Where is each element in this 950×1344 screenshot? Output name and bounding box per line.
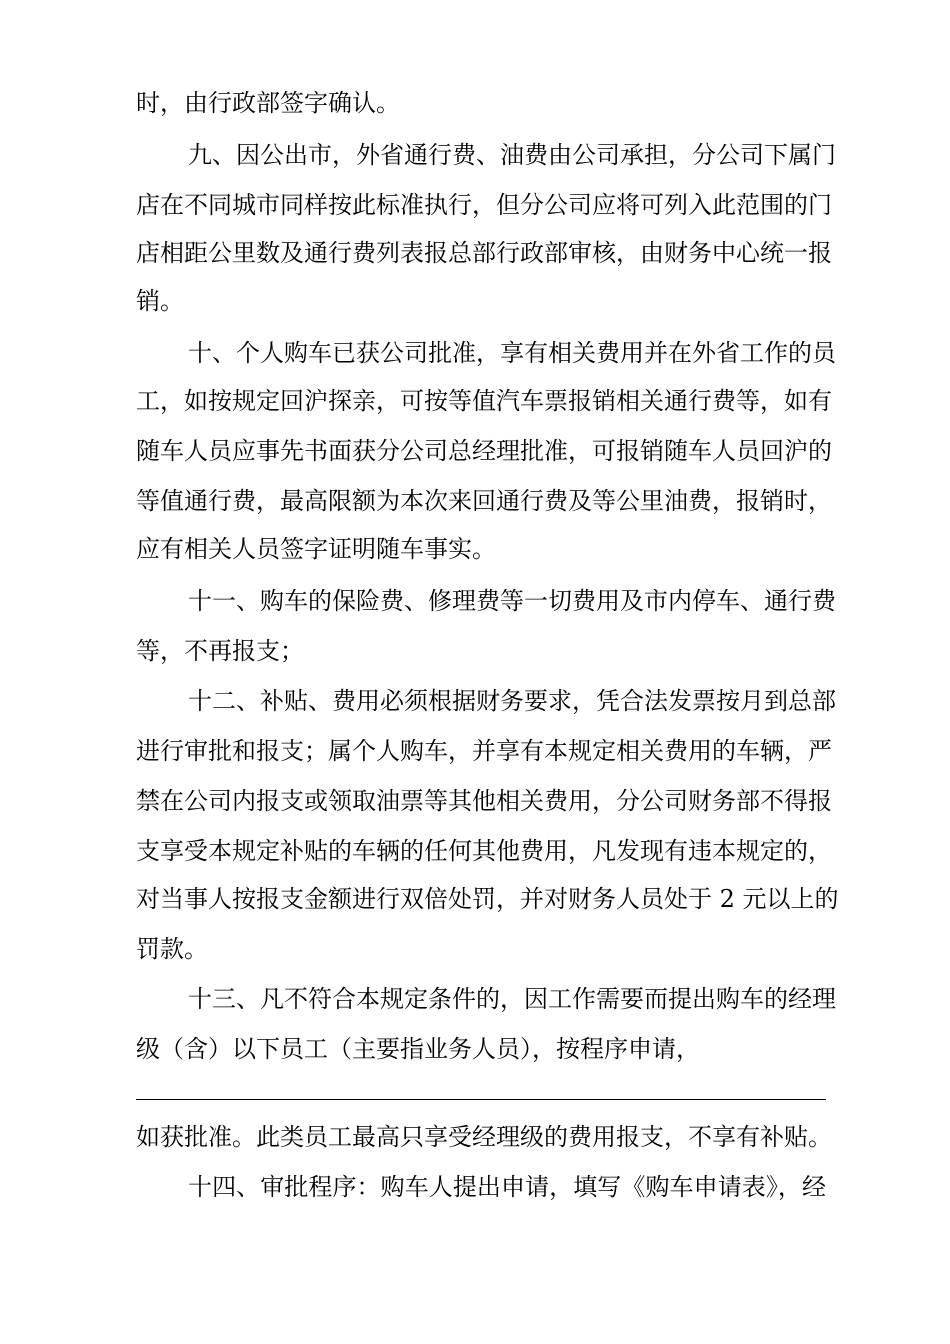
text-line: 对当事人按报支金额进行双倍处罚，并对财务人员处于 2 元以上的: [136, 885, 839, 913]
divider-line: [136, 1099, 826, 1100]
paragraph-14-line-1: 十四、审批程序：购车人提出申请，填写《购车申请表》，经: [188, 1173, 826, 1201]
text-line: 如获批准。此类员工最高只享受经理级的费用报支，不享有补贴。: [136, 1123, 832, 1151]
text-line: 应有相关人员签字证明随车事实。: [136, 535, 496, 563]
text-line: 进行审批和报支；属个人购车，并享有本规定相关费用的车辆，严: [136, 737, 832, 765]
text-line: 店在不同城市同样按此标准执行，但分公司应将可列入此范围的门: [136, 191, 832, 219]
text-line: 时，由行政部签字确认。: [136, 89, 400, 117]
text-line: 销。: [136, 287, 184, 315]
paragraph-11-line-1: 十一、购车的保险费、修理费等一切费用及市内停车、通行费: [188, 587, 836, 615]
paragraph-9-line-1: 九、因公出市，外省通行费、油费由公司承担，分公司下属门: [188, 141, 836, 169]
text-line: 等值通行费，最高限额为本次来回通行费及等公里油费，报销时，: [136, 487, 832, 515]
text-line: 等，不再报支；: [136, 637, 304, 665]
text-line: 随车人员应事先书面获分公司总经理批准，可报销随车人员回沪的: [136, 437, 832, 465]
text-line: 工，如按规定回沪探亲，可按等值汽车票报销相关通行费等，如有: [136, 387, 832, 415]
paragraph-12-line-1: 十二、补贴、费用必须根据财务要求，凭合法发票按月到总部: [188, 687, 836, 715]
paragraph-10-line-1: 十、个人购车已获公司批准，享有相关费用并在外省工作的员: [188, 339, 836, 367]
text-line: 禁在公司内报支或领取油票等其他相关费用，分公司财务部不得报: [136, 787, 832, 815]
text-line: 级（含）以下员工（主要指业务人员），按程序申请，: [136, 1035, 700, 1063]
text-line: 罚款。: [136, 935, 208, 963]
text-line: 店相距公里数及通行费列表报总部行政部审核，由财务中心统一报: [136, 239, 832, 267]
text-line: 支享受本规定补贴的车辆的任何其他费用，凡发现有违本规定的，: [136, 837, 832, 865]
paragraph-13-line-1: 十三、凡不符合本规定条件的，因工作需要而提出购车的经理: [188, 985, 836, 1013]
